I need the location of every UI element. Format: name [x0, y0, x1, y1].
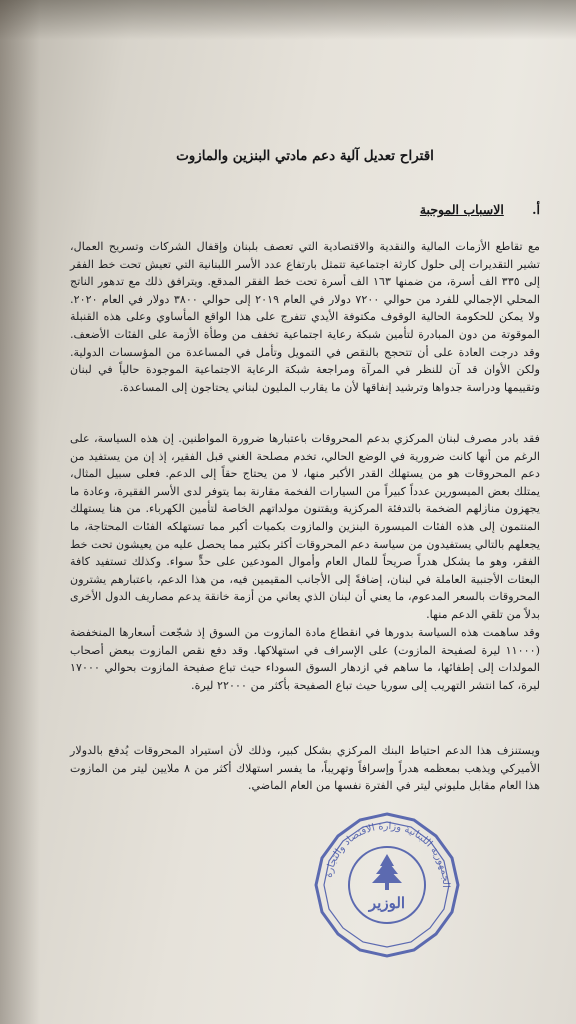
stamp-center-text: الوزير: [368, 894, 406, 912]
document-body: [70, 140, 540, 1020]
ministry-stamp: [312, 810, 462, 960]
document-title: اقتراح تعديل آلية دعم مادتي البنزين والمازوت: [176, 148, 434, 164]
paragraph-1: مع تقاطع الأزمات المالية والنقدية والاقتصادية التي تعصف بلبنان وإقفال الشركات وتسريح العمال، تشير التقديرات إلى حلول كارثة اجتماعية تتمثل بارتفاع عدد الأسر اللبنانية التي تعيش تحت خط الفقر إلى ٣٣٥ الف أسرة، من ضمنها ١٦٣ الف أسرة تحت خط الفقر المدقع. ويترافق ذلك مع تدهور الناتج المحلي الإجمالي للفرد من حوالي ٧٢٠٠ دولار في العام ٢٠١٩ إلى حوالي ٣٨٠٠ دولار في العام ٢٠٢٠. ولا يمكن للحكومة الحالية الوقوف مكتوفة الأيدي تتفرج على هذا الواقع المأساوي وعلى هذه القنبلة الموقوتة من دون المبادرة لتأمين شبكة رعاية اجتماعية تخفف من وطأة الأزمة على الفئات الأضعف. وقد درجت العادة على أن تتحجج بالنقص في التمويل وتأمل في المساعدة من المؤسسات الدولية. ولكن الأوان قد آن للنظر في المرآة ومراجعة شبكة الرعاية الاجتماعية الموجودة حالياً في لبنان وتقييمها ودراسة جدواها وترشيد إنفاقها لأن ما يقارب المليون لبناني يحتاجون إلى المساعدة.: [70, 240, 540, 394]
section-heading-text: الاسباب الموجبة: [419, 202, 504, 217]
paragraph-3: وقد ساهمت هذه السياسة بدورها في انقطاع مادة المازوت من السوق إذ شجّعت أسعارها المنخفضة (١١٠٠٠ ليرة لصفيحة المازوت) على الإسراف في استهلاكها. وقد دفع نقص المازوت ببعض أصحاب المولدات إلى إطفائها، ما ساهم في ازدهار السوق السوداء حيث تباع صفيحة المازوت بحوالي ١٧٠٠٠ ليرة، كما انتشر التهريب إلى سوريا حيث تباع الصفيحة بأكثر من ٢٢٠٠٠ ليرة.: [70, 626, 540, 692]
cedar-icon: [372, 854, 402, 890]
paragraph-2: فقد بادر مصرف لبنان المركزي بدعم المحروقات باعتبارها ضرورة المواطنين. إن هذه السياسة، على الرغم من أنها كانت ضرورية في الوضع الحالي، تخدم مصلحة الغني قبل الفقير، إذ إن من يستفيد من دعم المحروقات هو من يستهلك القدر الأكبر منها، لا من يحتاج حقاً إلى الدعم. فعلى سبيل المثال، يمتلك بعض الميسورين عدداً كبيراً من السيارات الفخمة مقارنة بما يتوفر لدى الأسر الفقيرة، وعادة ما يجهزون منازلهم الضخمة بالتدفئة المركزية ويقتنون مولداتهم الخاصة لتأمين الكهرباء. من هنا يستهلك المنتمون إلى هذه الفئات الميسورة البنزين والمازوت بكميات أكبر مما تستهلكه الفئات المحتاجة، ما يجعلهم بالتالي يستفيدون من سياسة دعم المحروقات أكثر بكثير مما يحصل عليه من يعيشون تحت خط الفقر، وهو ما يشكل هدراً صريحاً للمال العام وأموال المودعين على حدٍّ سواء. وكذلك تستفيد كافة البعثات الأجنبية العاملة في لبنان، إضافةً إلى الأجانب المقيمين فيه، من هذا الدعم، باعتبارهم يشترون المحروقات بالسعر المدعوم، ما يعني أن لبنان الذي يعاني من أزمة خانقة يدعم مصاريف الدول الأخرى بدلاً من تلقي الدعم منها.: [70, 432, 540, 621]
paragraph-4: ويستنزف هذا الدعم احتياط البنك المركزي بشكل كبير، وذلك لأن استيراد المحروقات يُدفع بالدولار الأميركي ويذهب بمعظمه هدراً وإسرافاً وتهريباً، ما يفسر استهلاك أكثر من ٨ ملايين ليتر من المازوت هذا العام مقابل مليوني ليتر في الفترة نفسها من العام الماضي.: [70, 744, 540, 793]
section-heading: [420, 202, 540, 217]
page-shadow-top: [0, 0, 576, 40]
section-number: أ.: [532, 202, 540, 217]
page-shadow-left: [0, 0, 40, 1024]
stamp-ring-text: الجمهورية اللبنانية وزارة الاقتصاد والتجارة: [323, 820, 452, 888]
